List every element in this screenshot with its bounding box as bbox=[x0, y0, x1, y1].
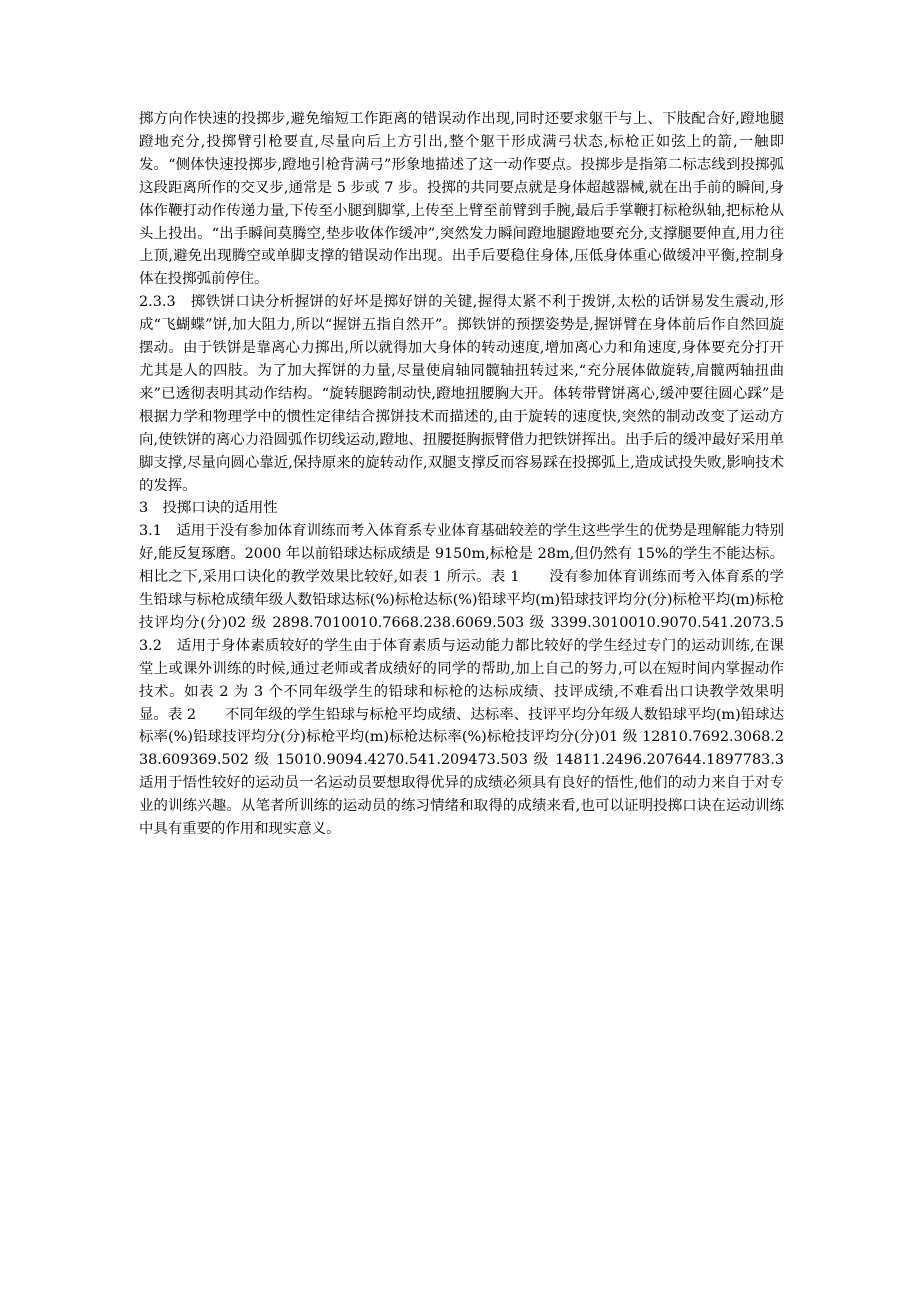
section-heading-applicability: 3 投掷口诀的适用性 bbox=[139, 500, 278, 517]
document-body bbox=[139, 108, 799, 841]
paragraph-javelin-technique: 掷方向作快速的投掷步,避免缩短工作距离的错误动作出现,同时还要求躯干与上、下肢配合好,蹬地腿蹬地充分,投掷臂引枪要直,尽量向后上方引出,整个躯干形成满弓状态,标枪正如弦上的箭,一触即发。“侧体快速投掷步,蹬地引枪背满弓”形象地描述了这一动作要点。投掷步是指第二标志线到投掷弧这段距离所作的交叉步,通常是 5 步或 7 步。投掷的共同要点就是身体超越器械,就在出手前的瞬间,身体作鞭打动作传递力量,下传至小腿到脚掌,上传至上臂至前臂到手腕,最后手掌鞭打标枪纵轴,把标枪从头上投出。“出手瞬间莫腾空,垫步收体作缓冲”,突然发力瞬间蹬地腿蹬地要充分,支撑腿要伸直,用力往上顶,避免出现腾空或单脚支撑的错误动作出现。出手后要稳住身体,压低身体重心做缓冲平衡,控制身体在投掷弧前停住。 bbox=[139, 111, 784, 288]
paragraph-applicability-details: 3.1 适用于没有参加体育训练而考入体育系专业体育基础较差的学生这些学生的优势是理解能力特别好,能反复琢磨。2000 年以前铅球达标成绩是 9150m,标枪是 28m,但仍然有 15%的学生不能达标。相比之下,采用口诀化的教学效果比较好,如表 1 所示。表 1 没有参加体育训练而考入体育系的学生铅球与标枪成绩年级人数铅球达标(%)标枪达标(%)铅球平均(m)铅球技评均分(分)标枪平均(m)标枪技评均分(分)02 级 2898.7010010.7668.238.6069.503 级 3399.3010010.9070.541.2073.53.2 适用于身体素质较好的学生由于体育素质与运动能力都比较好的学生经过专门的运动训练,在课堂上或课外训练的时候,通过老师或者成绩好的同学的帮助,加上自己的努力,可以在短时间内掌握动作技术。如表 2 为 3 个不同年级学生的铅球和标枪的达标成绩、技评成绩,不难看出口诀教学效果明显。表 2 不同年级的学生铅球与标枪平均成绩、达标率、技评平均分年级人数铅球平均(m)铅球达标率(%)铅球技评均分(分)标枪平均(m)标枪达标率(%)标枪技评均分(分)01 级 12810.7692.3068.238.609369.502 级 15010.9094.4270.541.209473.503 级 14811.2496.207644.1897783.3 适用于悟性较好的运动员一名运动员要想取得优异的成绩必须具有良好的悟性,他们的动力来自于对专业的训练兴趣。从笔者所训练的运动员的练习情绪和取得的成绩来看,也可以证明投掷口诀在运动训练中具有重要的作用和现实意义。 bbox=[139, 523, 799, 838]
paragraph-discus-analysis: 2.3.3 掷铁饼口诀分析握饼的好坏是掷好饼的关键,握得太紧不利于拨饼,太松的话饼易发生震动,形成“飞蝴蝶”饼,加大阻力,所以“握饼五指自然开”。掷铁饼的预摆姿势是,握饼臂在身体前后作自然回旋摆动。由于铁饼是靠离心力掷出,所以就得加大身体的转动速度,增加离心力和角速度,身体要充分打开尤其是人的四肢。为了加大挥饼的力量,尽量使肩轴同髋轴扭转过来,“充分展体做旋转,肩髋两轴扭曲来”已透彻表明其动作结构。“旋转腿跨制动快,蹬地扭腰胸大开。体转带臂饼离心,缓冲要往圆心踩”是根据力学和物理学中的惯性定律结合掷饼技术而描述的,由于旋转的速度快,突然的制动改变了运动方向,使铁饼的离心力沿圆弧作切线运动,蹬地、扭腰挺胸振臂借力把铁饼挥出。出手后的缓冲最好采用单脚支撑,尽量向圆心靠近,保持原来的旋转动作,双腿支撑反而容易踩在投掷弧上,造成试投失败,影响技术的发挥。 bbox=[139, 294, 784, 494]
